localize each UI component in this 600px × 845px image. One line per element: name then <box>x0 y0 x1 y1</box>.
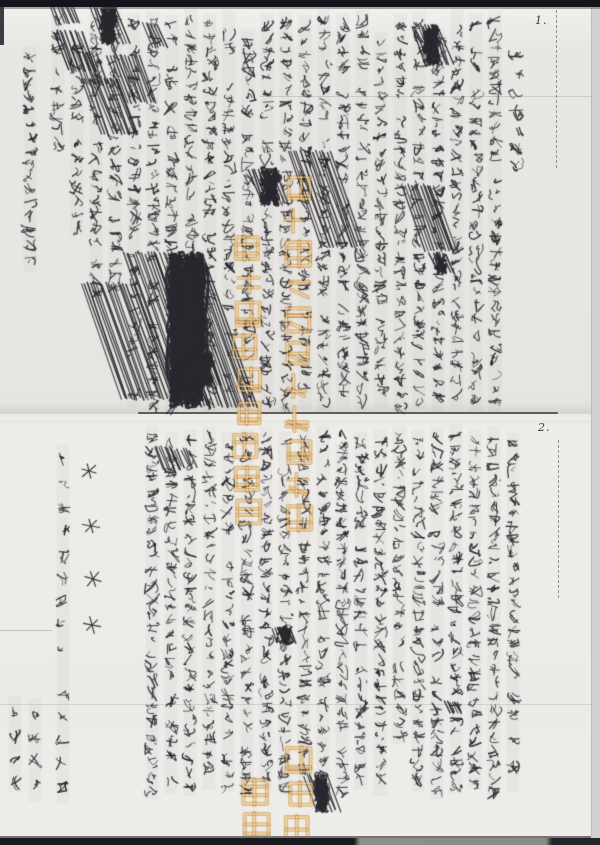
scan-edge-top-shadow <box>0 7 600 9</box>
margin-rule-page2 <box>558 440 559 598</box>
scan-edge-left-notch <box>0 7 4 45</box>
page-number-1: 1. <box>535 14 548 27</box>
page-number-2: 2. <box>538 421 551 434</box>
scan-edge-top <box>0 0 600 7</box>
margin-rule-page1 <box>556 10 557 168</box>
scan-edge-bottom <box>0 838 600 845</box>
